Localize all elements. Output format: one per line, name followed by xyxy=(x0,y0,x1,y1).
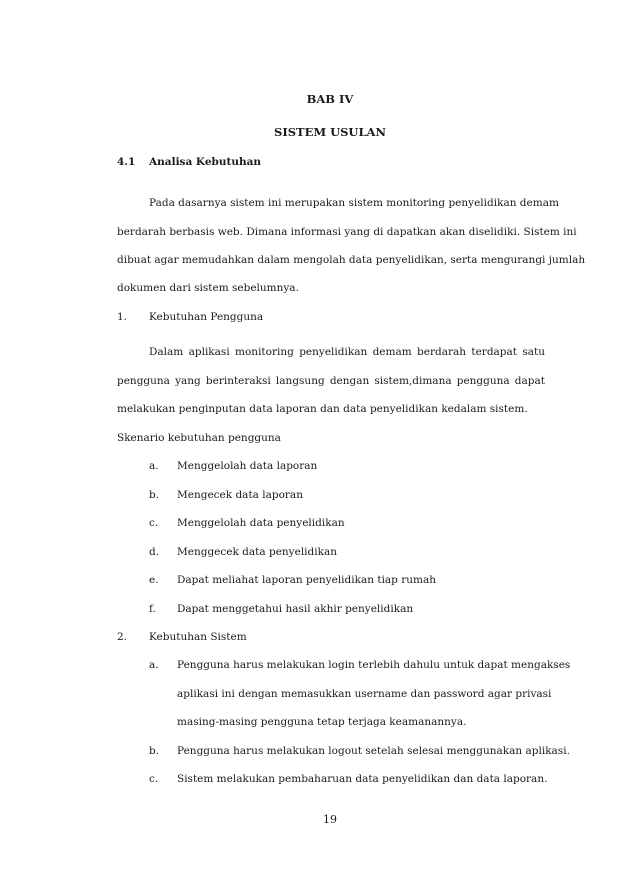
scenario-label: Skenario kebutuhan pengguna xyxy=(117,432,281,444)
intro-line-4: dokumen dari sistem sebelumnya. xyxy=(117,282,299,294)
system-need-a-line-3: masing-masing pengguna tetap terjaga keamanannya. xyxy=(177,716,467,728)
user-need-letter: f. xyxy=(149,603,156,615)
item1-title: Kebutuhan Pengguna xyxy=(149,311,264,323)
intro-line-3: dibuat agar memudahkan dalam mengolah data penyelidikan, serta mengurangi jumlah xyxy=(117,254,586,266)
chapter-heading: BAB IV xyxy=(306,92,354,106)
item2-title: Kebutuhan Sistem xyxy=(149,631,247,643)
user-need-letter: e. xyxy=(149,574,159,586)
section-title: Analisa Kebutuhan xyxy=(149,156,262,168)
item1-line-3: melakukan penginputan data laporan dan data penyelidikan kedalam sistem. xyxy=(117,403,528,415)
system-need-letter: b. xyxy=(149,745,160,757)
user-need-letter: d. xyxy=(149,546,160,558)
user-need-letter: b. xyxy=(149,489,160,501)
user-need-text: Menggelolah data laporan xyxy=(177,460,318,472)
system-need-a-line-1: Pengguna harus melakukan login terlebih dahulu untuk dapat mengakses xyxy=(177,659,571,671)
intro-line-1: Pada dasarnya sistem ini merupakan sistem monitoring penyelidikan demam xyxy=(149,197,559,209)
system-need-letter: c. xyxy=(149,773,159,785)
page-number: 19 xyxy=(323,813,337,826)
user-need-text: Dapat meliahat laporan penyelidikan tiap rumah xyxy=(177,574,437,586)
item1-number: 1. xyxy=(117,311,128,323)
item2-number: 2. xyxy=(117,631,128,643)
system-need-b-text: Pengguna harus melakukan logout setelah selesai menggunakan aplikasi. xyxy=(177,745,570,757)
user-need-letter: a. xyxy=(149,460,159,472)
section-number: 4.1 xyxy=(117,156,136,168)
user-need-text: Menggecek data penyelidikan xyxy=(177,546,338,558)
intro-line-2: berdarah berbasis web. Dimana informasi yang di dapatkan akan diselidiki. Sistem ini xyxy=(117,226,577,238)
item1-line-2: pengguna yang berinteraksi langsung dengan sistem,dimana pengguna dapat xyxy=(117,375,545,387)
user-need-text: Mengecek data laporan xyxy=(177,489,303,501)
user-need-text: Menggelolah data penyelidikan xyxy=(177,517,345,529)
system-need-c-text: Sistem melakukan pembaharuan data penyelidikan dan data laporan. xyxy=(177,773,548,785)
user-need-letter: c. xyxy=(149,517,159,529)
user-need-text: Dapat menggetahui hasil akhir penyelidikan xyxy=(177,603,414,615)
item1-line-1: Dalam aplikasi monitoring penyelidikan demam berdarah terdapat satu xyxy=(149,346,545,358)
system-need-a-line-2: aplikasi ini dengan memasukkan username dan password agar privasi xyxy=(177,688,552,700)
chapter-title: SISTEM USULAN xyxy=(274,125,386,139)
system-need-letter: a. xyxy=(149,659,159,671)
